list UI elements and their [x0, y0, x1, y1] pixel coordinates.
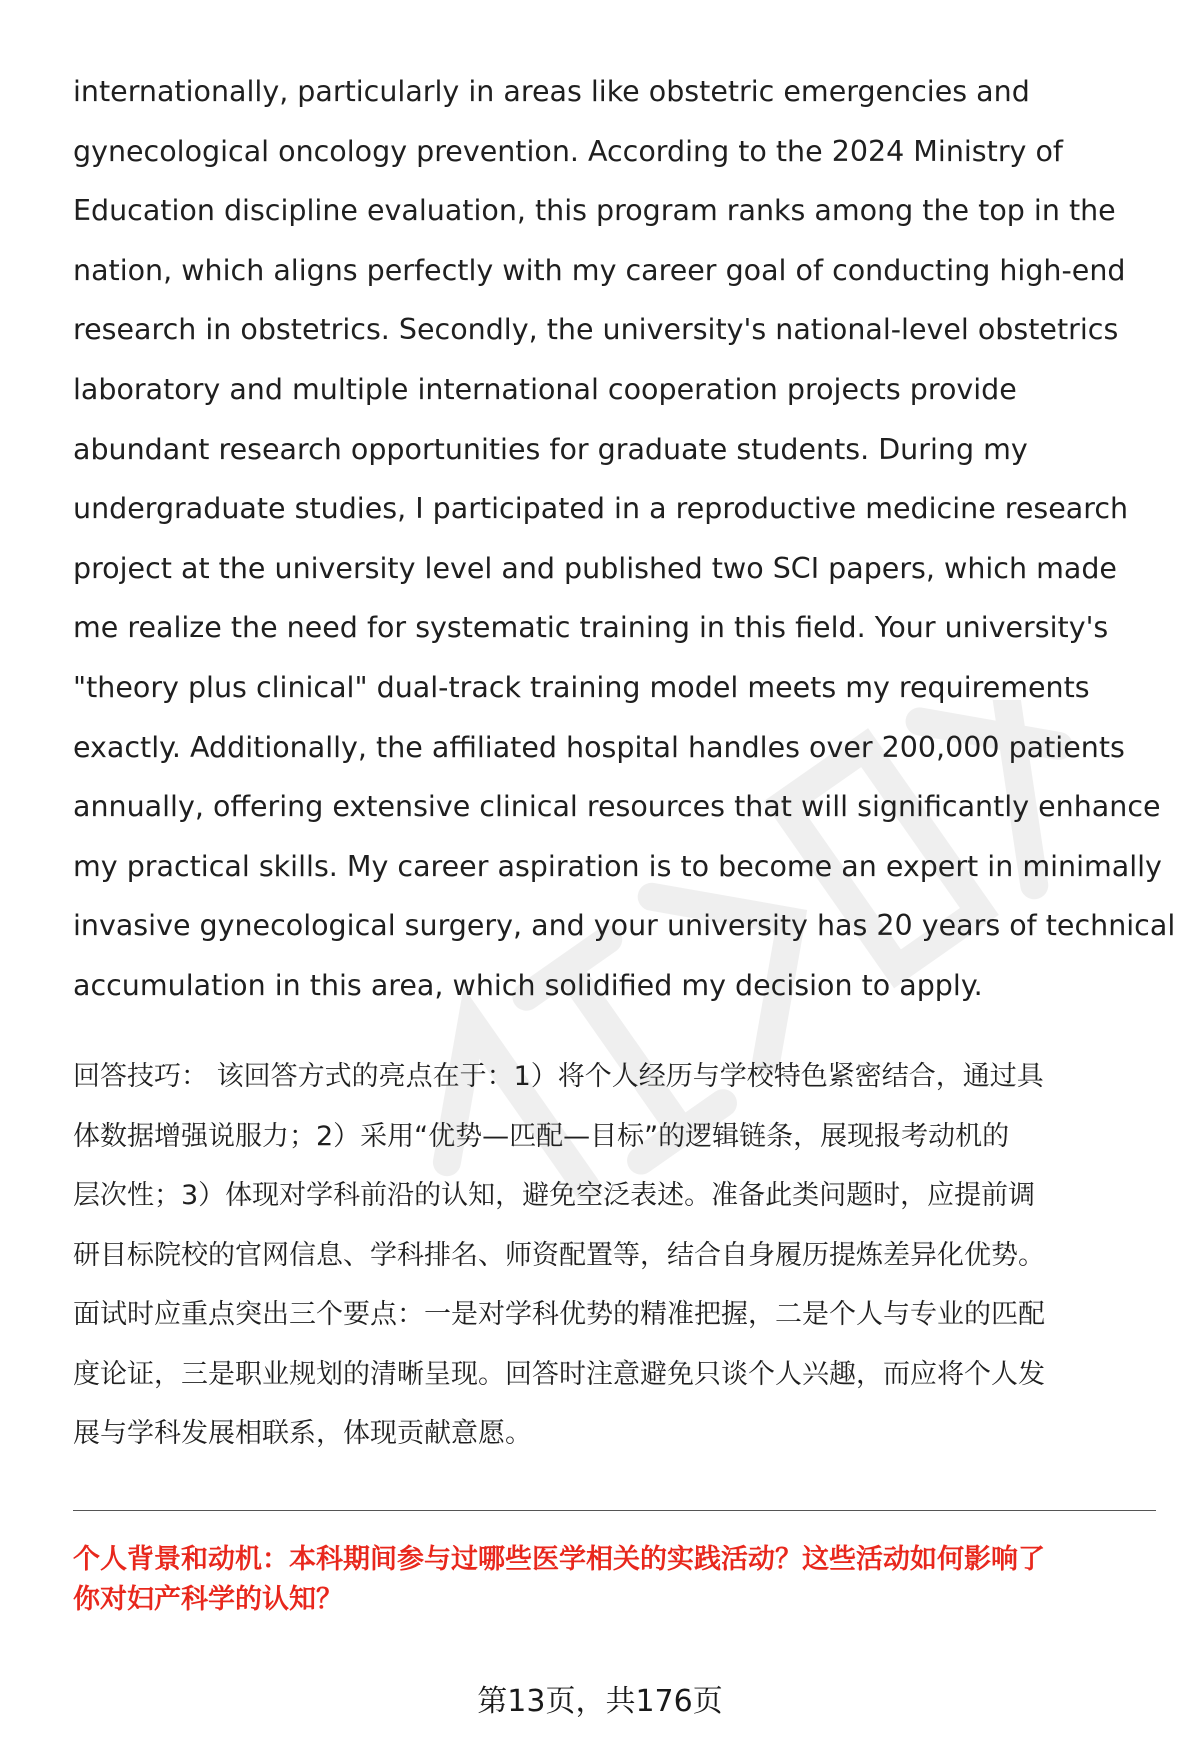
answer-line: laboratory and multiple international cooperation projects provide — [73, 372, 1017, 406]
question-line: 你对妇产科学的认知？ — [73, 1584, 343, 1615]
tips-line: 度论证，三是职业规划的清晰呈现。回答时注意避免只谈个人兴趣，而应将个人发 — [73, 1358, 1045, 1390]
tips-line: 层次性；3）体现对学科前沿的认知，避免空泛表述。准备此类问题时，应提前调 — [73, 1180, 1036, 1211]
answer-line: abundant research opportunities for graduate students. During my — [73, 432, 1028, 466]
answer-line: project at the university level and published two SCI papers, which made — [73, 551, 1117, 585]
tips-line: 研目标院校的官网信息、学科排名、师资配置等，结合自身履历提炼差异化优势。 — [73, 1239, 1045, 1271]
section-divider — [73, 1510, 1156, 1511]
answer-line: internationally, particularly in areas like obstetric emergencies and — [73, 75, 1030, 108]
tips-line: 面试时应重点突出三个要点：一是对学科优势的精准把握，二是个人与专业的匹配 — [73, 1299, 1045, 1330]
tips-line: 展与学科发展相联系，体现贡献意愿。 — [73, 1418, 532, 1449]
answer-line: undergraduate studies, I participated in a reproductive medicine research — [73, 492, 1129, 526]
answer-paragraph — [73, 62, 1176, 1016]
page-number: 第13页，共176页 — [477, 1684, 723, 1719]
answer-line: me realize the need for systematic training in this field. Your university's — [73, 611, 1109, 645]
answer-line: annually, offering extensive clinical resources that will significantly enhance — [73, 790, 1161, 824]
answer-line: nation, which aligns perfectly with my career goal of conducting high-end — [73, 253, 1126, 287]
answer-line: my practical skills. My career aspiration is to become an expert in minimally — [73, 849, 1162, 883]
answer-line: Education discipline evaluation, this program ranks among the top in the — [73, 194, 1116, 228]
tips-line: 体数据增强说服力；2）采用“优势—匹配—目标”的逻辑链条，展现报考动机的 — [73, 1120, 1010, 1152]
answer-line: "theory plus clinical" dual-track training model meets my requirements — [73, 670, 1090, 704]
answer-line: research in obstetrics. Secondly, the university's national-level obstetrics — [73, 313, 1119, 347]
answer-line: exactly. Additionally, the affiliated hospital handles over 200,000 patients — [73, 730, 1125, 764]
tips-line: 回答技巧： 该回答方式的亮点在于：1）将个人经历与学校特色紧密结合，通过具 — [73, 1061, 1044, 1092]
answer-tips-paragraph — [73, 1047, 1158, 1464]
answer-line: invasive gynecological surgery, and your university has 20 years of technical — [73, 909, 1176, 943]
question-line: 个人背景和动机：本科期间参与过哪些医学相关的实践活动？这些活动如何影响了 — [73, 1544, 1045, 1575]
interview-question — [73, 1540, 1163, 1620]
answer-line: gynecological oncology prevention. According to the 2024 Ministry of — [73, 134, 1063, 168]
answer-line: accumulation in this area, which solidified my decision to apply. — [73, 968, 983, 1002]
